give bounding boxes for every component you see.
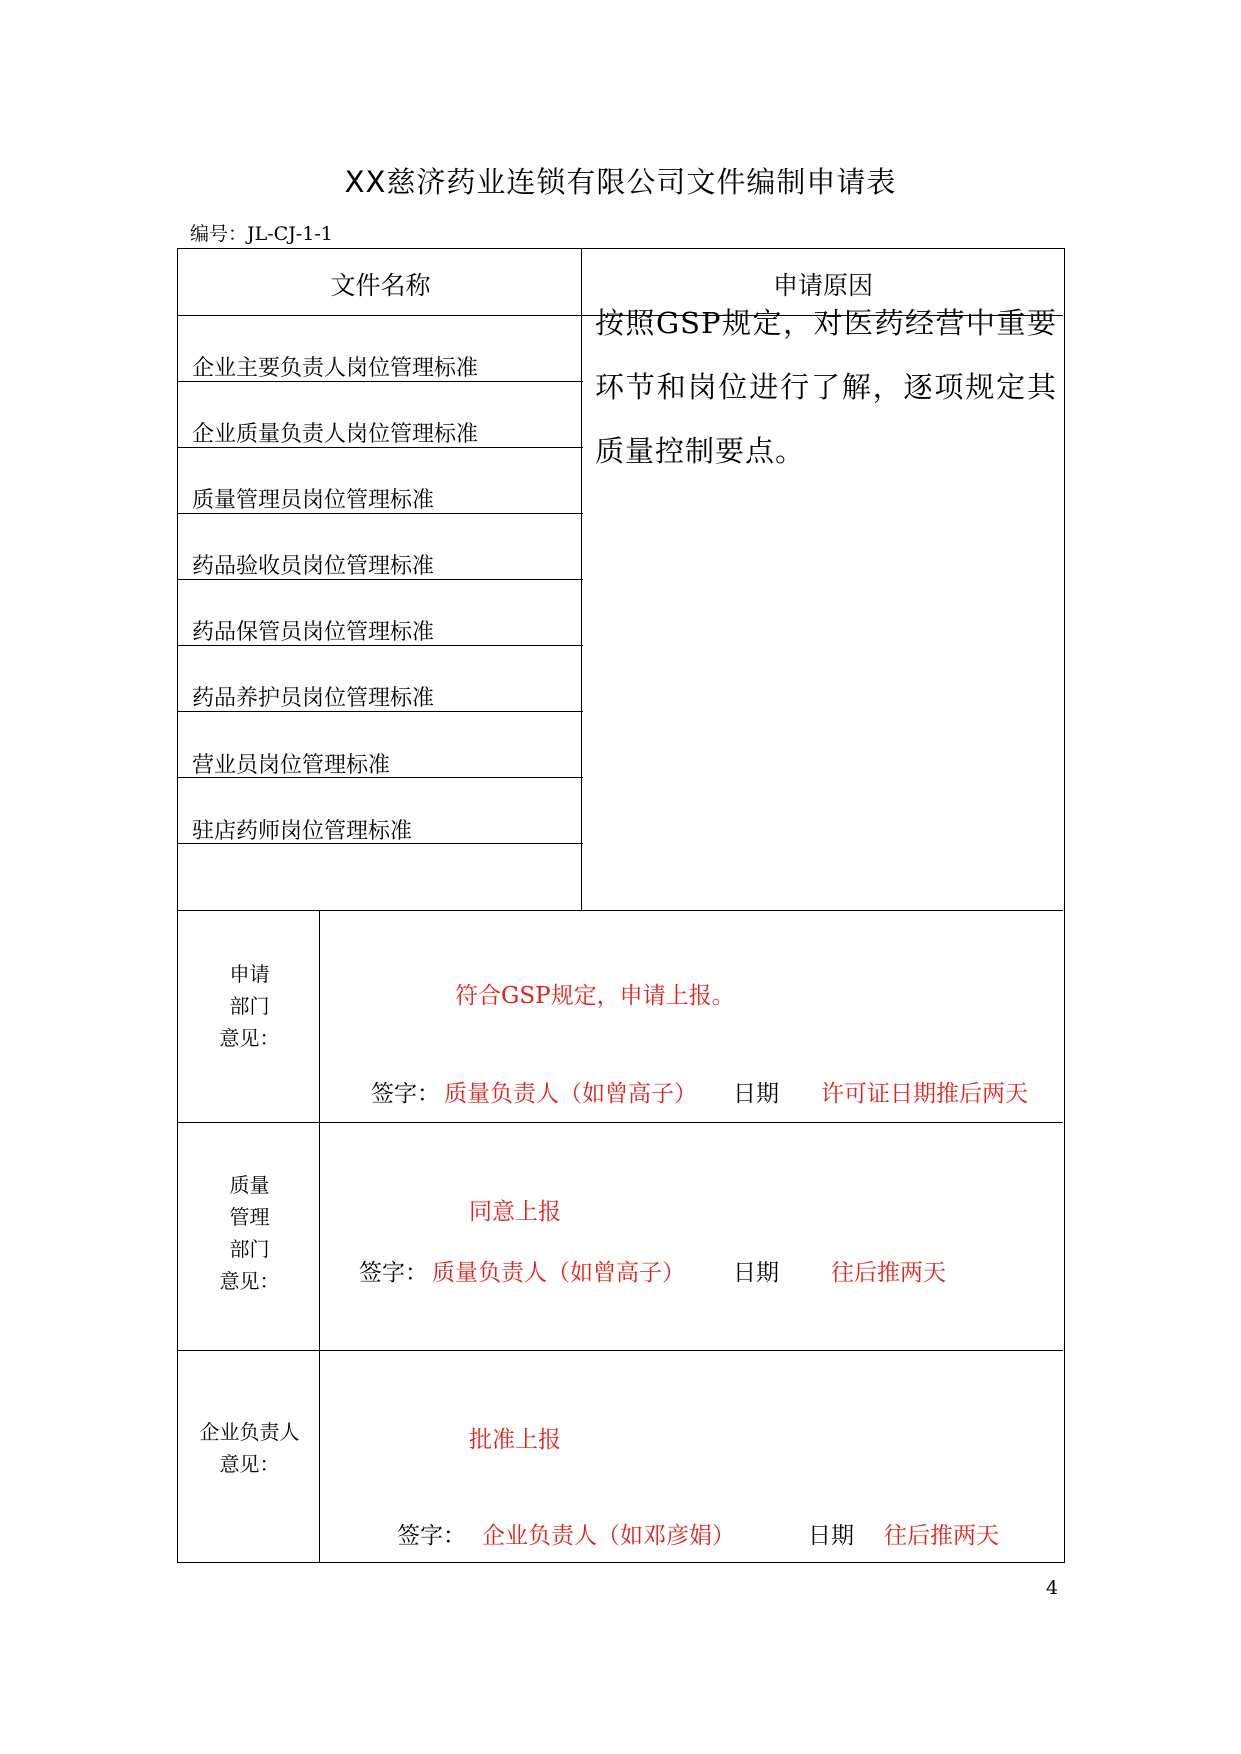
document-number: 编号：JL-CJ-1-1	[190, 223, 333, 245]
file-item: 企业质量负责人岗位管理标准	[192, 422, 479, 447]
header-reason: 申请原因	[772, 271, 873, 300]
apply-dept-signer: 质量负责人（如曾高子）	[444, 1081, 697, 1107]
page-number: 4	[1046, 1577, 1059, 1599]
file-item: 质量管理员岗位管理标准	[192, 488, 435, 513]
section-divider	[178, 1122, 1063, 1123]
apply-dept-date-value: 许可证日期推后两天	[821, 1081, 1028, 1107]
header-file-name: 文件名称	[330, 271, 431, 300]
page-title: XX慈济药业连锁有限公司文件编制申请表	[344, 165, 897, 199]
apply-dept-date-label: 日期	[733, 1081, 779, 1107]
company-head-date-label: 日期	[808, 1523, 854, 1549]
apply-dept-opinion: 符合GSP规定，申请上报。	[455, 983, 735, 1009]
company-head-sign-label: 签字：	[397, 1523, 466, 1549]
application-form-table	[177, 248, 1065, 1563]
file-item: 驻店药师岗位管理标准	[192, 819, 413, 844]
file-item: 药品保管员岗位管理标准	[192, 620, 435, 645]
company-head-date-value: 往后推两天	[884, 1523, 999, 1549]
section-divider	[178, 1350, 1063, 1351]
quality-dept-date-label: 日期	[733, 1260, 779, 1286]
file-item: 药品验收员岗位管理标准	[192, 554, 435, 579]
quality-dept-date-value: 往后推两天	[831, 1260, 946, 1286]
quality-dept-label: 质量 管理 部门 意见：	[219, 1173, 280, 1293]
file-item: 企业主要负责人岗位管理标准	[192, 356, 479, 381]
quality-dept-signer: 质量负责人（如曾高子）	[432, 1260, 685, 1286]
quality-dept-opinion: 同意上报	[469, 1199, 561, 1225]
company-head-signer: 企业负责人（如邓彦娟）	[482, 1523, 735, 1549]
file-item: 药品养护员岗位管理标准	[192, 686, 435, 711]
company-head-opinion: 批准上报	[469, 1427, 561, 1453]
section-divider	[178, 910, 1063, 911]
file-item: 营业员岗位管理标准	[192, 753, 391, 778]
apply-dept-sign-label: 签字：	[371, 1081, 440, 1107]
company-head-label: 企业负责人 意见：	[199, 1420, 300, 1476]
column-divider	[581, 249, 582, 910]
quality-dept-sign-label: 签字：	[359, 1260, 428, 1286]
application-reason: 按照GSP规定，对医药经营中重要环节和岗位进行了解，逐项规定其质量控制要点。	[595, 306, 1057, 468]
apply-dept-label: 申请 部门 意见：	[219, 962, 280, 1050]
